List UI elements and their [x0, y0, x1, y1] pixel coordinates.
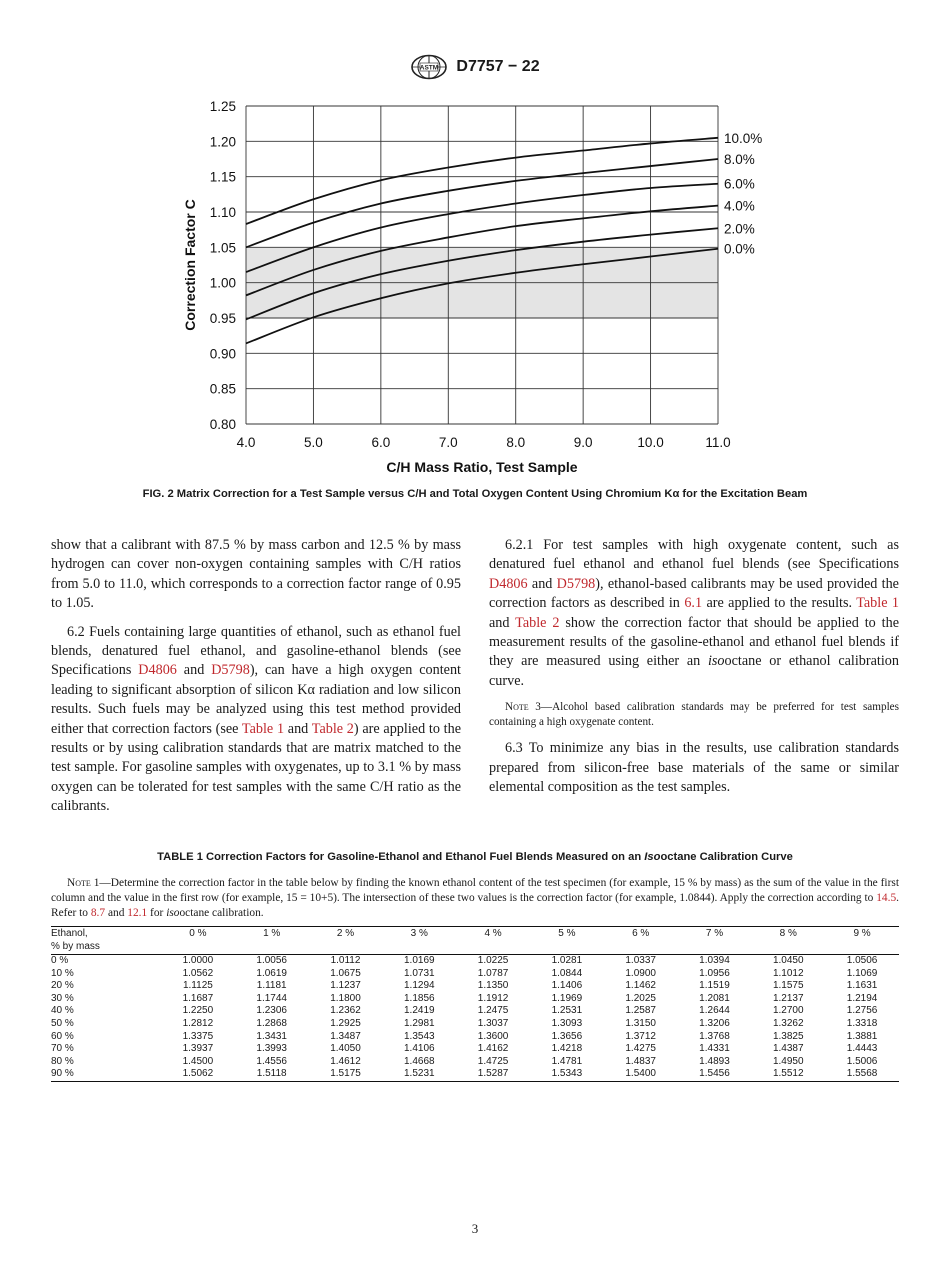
table-cell: 1.1125 [182, 980, 213, 992]
table-cell: 1.2419 [403, 1005, 435, 1017]
table-cell: 1.3825 [772, 1030, 804, 1042]
right-column [489, 536, 899, 806]
column-header: 3 % [410, 928, 428, 939]
table-cell: 1.0281 [551, 955, 583, 966]
table-cell: 1.2700 [772, 1005, 804, 1017]
row-label: 30 % [51, 992, 74, 1004]
x-tick-label: 6.0 [371, 435, 391, 450]
y-tick-label: 0.85 [209, 381, 236, 397]
table-cell: 1.5287 [477, 1068, 509, 1080]
y-tick-label: 0.90 [209, 346, 236, 362]
table-cell: 1.4162 [477, 1043, 509, 1055]
table-cell: 1.2756 [846, 1005, 878, 1017]
column-header: 4 % [484, 928, 502, 939]
table-cell: 1.5006 [846, 1055, 878, 1067]
table-cell: 1.0562 [182, 967, 214, 979]
column-header: 0 % [189, 928, 207, 939]
table-cell: 1.3318 [846, 1017, 878, 1029]
table-cell: 1.1575 [772, 980, 804, 992]
y-tick-label: 1.00 [209, 275, 236, 291]
row-label: 80 % [51, 1055, 74, 1067]
x-tick-label: 11.0 [705, 435, 731, 450]
x-tick-label: 8.0 [506, 435, 526, 450]
table-cell: 1.4781 [551, 1055, 583, 1067]
table-cell: 1.2475 [477, 1005, 509, 1017]
table-cell: 1.1631 [846, 980, 878, 992]
astm-logo-icon [410, 54, 448, 80]
table-cell: 1.2194 [846, 992, 878, 1004]
table-cell: 1.4331 [699, 1043, 730, 1055]
table-cell: 1.3206 [699, 1017, 730, 1029]
column-header: 6 % [632, 928, 650, 939]
note-3: Note 3—Alcohol based calibration standards may be preferred for test samples containing a high oxygenate content. [489, 701, 899, 729]
table-cell: 1.4837 [625, 1055, 656, 1067]
table-cell: 1.2362 [330, 1005, 361, 1017]
table-cell: 1.4106 [403, 1043, 435, 1055]
table-cell: 1.1294 [403, 980, 435, 992]
x-tick-label: 9.0 [573, 435, 593, 450]
table-cell: 1.0450 [772, 955, 804, 966]
table-1-title: TABLE 1 Correction Factors for Gasoline-Ethanol and Ethanol Fuel Blends Measured on an Isooctane Calibration Curve [157, 851, 793, 863]
table-cell: 1.5400 [625, 1068, 656, 1080]
table-cell: 1.2531 [551, 1005, 583, 1017]
table-cell: 1.4612 [330, 1055, 361, 1067]
table-cell: 1.5231 [403, 1068, 435, 1080]
table-row [51, 968, 899, 981]
row-label: 40 % [51, 1005, 74, 1017]
table-cell: 1.2812 [182, 1017, 214, 1029]
table-header-row [51, 927, 899, 955]
table-cell: 1.1744 [256, 992, 287, 1004]
y-tick-label: 1.15 [209, 169, 236, 185]
column-header: 9 % [853, 928, 871, 939]
link-table-1[interactable]: Table 1 [241, 720, 285, 737]
link-table-2[interactable]: Table 2 [515, 614, 560, 631]
table-cell: 1.4443 [846, 1043, 878, 1055]
column-header: 8 % [779, 928, 797, 939]
table-cell: 1.1856 [403, 992, 435, 1004]
table-row [51, 1031, 899, 1044]
table-cell: 1.3375 [182, 1030, 214, 1042]
row-label: 50 % [51, 1017, 74, 1029]
row-label: 10 % [51, 967, 74, 979]
table-cell: 1.4500 [182, 1055, 214, 1067]
table-cell: 1.0956 [699, 967, 730, 979]
table-row [51, 1068, 899, 1081]
table-row [51, 1056, 899, 1069]
matrix-correction-chart [170, 90, 800, 490]
link-d5798[interactable]: D5798 [556, 575, 596, 592]
row-label: 90 % [51, 1068, 74, 1080]
table-cell: 1.3937 [182, 1043, 214, 1055]
y-tick-label: 1.25 [209, 99, 236, 114]
table-cell: 1.3600 [477, 1030, 509, 1042]
page-header [0, 52, 950, 82]
table-cell: 1.4050 [330, 1043, 361, 1055]
link-section-6-1[interactable]: 6.1 [684, 595, 703, 612]
table-cell: 1.3881 [846, 1030, 878, 1042]
table-cell: 1.0506 [846, 955, 878, 966]
table-cell: 1.4668 [403, 1055, 435, 1067]
paragraph-6-2-1: 6.2.1 For test samples with high oxygenate content, such as denatured fuel ethanol and ethanol fuel blends (see Specifications D4806 and D5798), ethanol-based calibrants may be used provided the correction factors as described in 6.1 are applied to the results. Table 1 and Table 2 show the correction factor that should be applied to the measurement results of the gasoline-ethanol and ethanol fuel blends if they are measured using either an isooctane or ethanol calibration curve. [489, 537, 899, 689]
table-cell: 1.2137 [772, 992, 804, 1004]
table-cell: 1.0787 [477, 967, 509, 979]
link-section-12-1[interactable]: 12.1 [127, 907, 148, 919]
row-label: 0 % [51, 955, 69, 966]
table-cell: 1.3262 [772, 1017, 804, 1029]
table-cell: 1.3093 [551, 1017, 583, 1029]
paragraph-continued: show that a calibrant with 87.5 % by mass carbon and 12.5 % by mass hydrogen can cover non-oxygen containing samples with C/H ratios from 5.0 to 11.0, which corresponds to a correction factor range of 0.95 to 1.05. [51, 537, 461, 612]
link-section-14-5[interactable]: 14.5 [876, 892, 897, 904]
table-cell: 1.3487 [330, 1030, 361, 1042]
table-cell: 1.4387 [772, 1043, 804, 1055]
table-cell: 1.2981 [403, 1017, 435, 1029]
table-row [51, 955, 899, 968]
column-header: 5 % [558, 928, 576, 939]
table-cell: 1.0169 [403, 955, 435, 966]
table-cell: 1.3150 [625, 1017, 656, 1029]
table-cell: 1.1069 [846, 967, 878, 979]
table-cell: 1.4218 [551, 1043, 583, 1055]
table-cell: 1.2025 [625, 992, 656, 1004]
x-axis-title: C/H Mass Ratio, Test Sample [386, 459, 578, 475]
y-tick-label: 1.10 [209, 205, 236, 220]
y-tick-label: 1.05 [209, 240, 236, 256]
x-tick-label: 7.0 [438, 435, 458, 450]
logo-text: ASTM [420, 64, 439, 72]
standard-code: D7757 − 22 [456, 58, 540, 75]
series-label: 0.0% [724, 241, 755, 257]
table-cell: 1.2587 [625, 1005, 656, 1017]
table-cell: 1.5456 [699, 1068, 730, 1080]
table-cell: 1.5062 [182, 1068, 214, 1080]
table-cell: 1.0394 [699, 955, 730, 966]
paragraph-6-2: 6.2 Fuels containing large quantities of ethanol, such as ethanol fuel blends, denatured fuel ethanol, and gasoline-ethanol blends (see Specifications D4806 and D5798), can have a high oxygen content leading to significant absorption of silicon Kα radiation and low silicon results. Such fuels may be analyzed using this test method provided either that correction factors (see Table 1 and Table 2) are applied to the results or by using calibration standards that are matrix matched to the test sample. For gasoline samples with oxygenates, up to 3.1 % by mass oxygen can be tolerated for test samples with the same C/H ratio as the calibrants. [51, 623, 462, 815]
table-cell: 1.5568 [846, 1068, 878, 1080]
table-cell: 1.3431 [256, 1030, 287, 1042]
table-cell: 1.3768 [699, 1030, 730, 1042]
table-cell: 1.2250 [182, 1005, 214, 1017]
link-section-8-7[interactable]: 8.7 [90, 907, 106, 919]
table-cell: 1.5175 [330, 1068, 361, 1080]
table-cell: 1.0844 [551, 967, 583, 979]
x-tick-label: 5.0 [304, 435, 323, 450]
figure-caption: FIG. 2 Matrix Correction for a Test Sample versus C/H and Total Oxygen Content Using Chromium Kα for the Excitation Beam [142, 488, 808, 500]
paragraph-6-3: 6.3 To minimize any bias in the results, use calibration standards prepared from silicon-free base materials of the same or similar elemental composition as the test samples. [489, 740, 899, 796]
series-label: 2.0% [724, 221, 755, 237]
link-d5798[interactable]: D5798 [211, 662, 250, 679]
table-cell: 1.1519 [699, 980, 730, 992]
y-tick-label: 0.80 [209, 417, 236, 432]
row-label: 70 % [51, 1043, 74, 1055]
table-row [51, 993, 899, 1006]
header-ethanol: Ethanol, % by mass [51, 928, 100, 952]
table-cell: 1.0731 [403, 967, 435, 979]
table-cell: 1.0900 [625, 967, 656, 979]
table-cell: 1.0112 [330, 955, 361, 966]
table-cell: 1.1462 [625, 980, 656, 992]
table-cell: 1.3037 [477, 1017, 509, 1029]
table-cell: 1.3712 [625, 1030, 656, 1042]
row-label: 60 % [51, 1030, 74, 1042]
table-cell: 1.5343 [551, 1068, 583, 1080]
table-cell: 1.4725 [477, 1055, 509, 1067]
table-cell: 1.1350 [477, 980, 509, 992]
table-cell: 1.2868 [256, 1017, 287, 1029]
x-tick-label: 10.0 [637, 435, 664, 450]
table-cell: 1.0056 [256, 955, 287, 966]
column-header: 1 % [263, 928, 281, 939]
correction-factor-table [51, 926, 899, 1082]
table-cell: 1.1012 [772, 967, 804, 979]
table-row [51, 1043, 899, 1056]
table-cell: 1.4275 [625, 1043, 656, 1055]
table-cell: 1.4556 [256, 1055, 287, 1067]
table-cell: 1.5512 [772, 1068, 804, 1080]
table-cell: 1.1181 [256, 980, 287, 992]
series-label: 4.0% [724, 198, 755, 214]
table-cell: 1.1969 [551, 992, 583, 1004]
table-cell: 1.2306 [256, 1005, 287, 1017]
page-number: 3 [471, 1221, 479, 1236]
table-cell: 1.1912 [477, 992, 509, 1004]
series-label: 8.0% [724, 152, 755, 167]
table-cell: 1.2925 [330, 1017, 361, 1029]
column-header: 2 % [336, 928, 355, 939]
table-row [51, 980, 899, 993]
y-axis-title: Correction Factor C [182, 199, 198, 331]
table-cell: 1.0337 [625, 955, 656, 966]
link-table-1[interactable]: Table 1 [856, 595, 899, 612]
table-cell: 1.1237 [330, 980, 361, 992]
table-cell: 1.0619 [256, 967, 287, 979]
x-tick-label: 4.0 [236, 435, 256, 450]
table-cell: 1.2081 [699, 992, 730, 1004]
table-cell: 1.3993 [256, 1043, 287, 1055]
y-tick-label: 0.95 [209, 311, 236, 326]
table-row [51, 1018, 899, 1031]
table-cell: 1.4950 [772, 1055, 804, 1067]
series-label: 6.0% [724, 176, 755, 192]
table-cell: 1.4893 [699, 1055, 730, 1067]
row-label: 20 % [51, 980, 74, 992]
left-column [51, 536, 461, 826]
table-cell: 1.0225 [477, 955, 509, 966]
table-1-note: Note 1—Determine the correction factor in the table below by finding the known ethanol content of the test specimen (for example, 15 % by mass) as the sum of the value in the first column and the value in the first row (for example, 15 = 10+5). The intersection of these two values is the correction factor (for example, 1.0844). Apply the correction according to 14.5. Refer to 8.7 and 12.1 for isooctane calibration. [51, 877, 899, 919]
table-cell: 1.0000 [182, 955, 214, 966]
series-label: 10.0% [724, 130, 763, 146]
table-cell: 1.5118 [256, 1068, 287, 1080]
y-tick-label: 1.20 [209, 134, 236, 150]
table-cell: 1.1687 [182, 992, 214, 1004]
table-cell: 1.0675 [330, 967, 361, 979]
table-cell: 1.1800 [330, 992, 361, 1004]
table-cell: 1.1406 [551, 980, 583, 992]
link-d4806[interactable]: D4806 [138, 662, 177, 679]
link-table-2[interactable]: Table 2 [311, 720, 354, 737]
link-d4806[interactable]: D4806 [489, 575, 528, 592]
table-cell: 1.3656 [551, 1030, 583, 1042]
table-cell: 1.2644 [699, 1005, 730, 1017]
column-header: 7 % [705, 928, 724, 939]
table-cell: 1.3543 [403, 1030, 435, 1042]
table-row [51, 1005, 899, 1018]
